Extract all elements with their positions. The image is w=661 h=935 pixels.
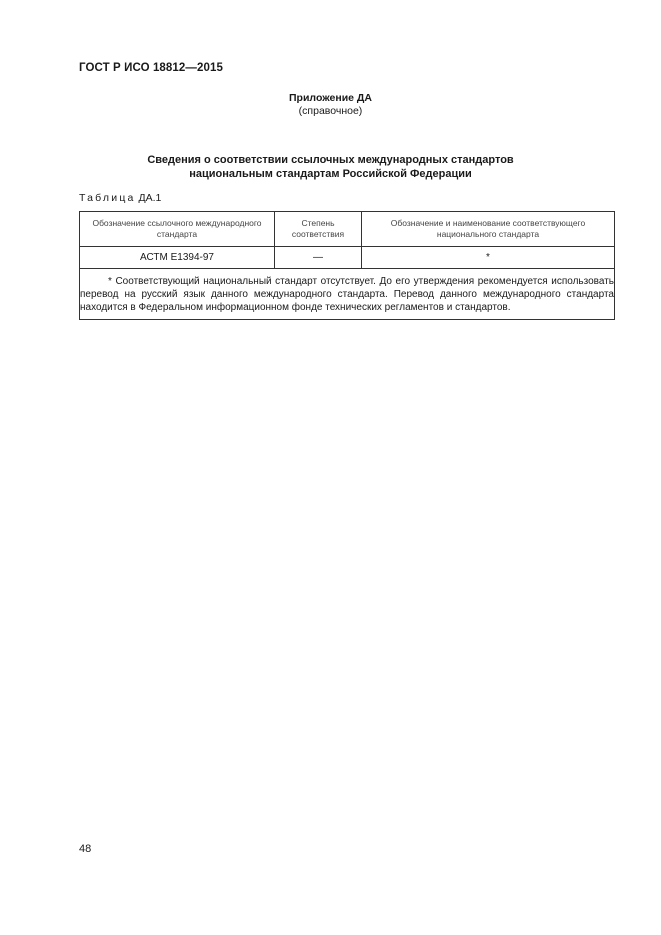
header-national-standard: Обозначение и наименование соответствующего национального стандарта bbox=[362, 212, 615, 247]
table-caption-word: Таблица bbox=[79, 192, 136, 204]
header-degree: Степень соответствия bbox=[275, 212, 362, 247]
cell-national: * bbox=[362, 247, 615, 269]
cell-degree: — bbox=[275, 247, 362, 269]
table-note-cell bbox=[80, 269, 615, 320]
cell-designation: АСТМ Е1394-97 bbox=[80, 247, 275, 269]
table-caption-number: ДА.1 bbox=[138, 192, 162, 204]
appendix-title: Приложение ДА bbox=[289, 92, 372, 104]
header-reference-standard: Обозначение ссылочного международного стандарта bbox=[80, 212, 275, 247]
appendix-type: (справочное) bbox=[298, 105, 363, 117]
correspondence-table bbox=[79, 211, 615, 320]
section-heading bbox=[0, 153, 661, 181]
page-number: 48 bbox=[79, 843, 92, 855]
table-note: * Соответствующий национальный стандарт отсутствует. До его утверждения рекомендуется использовать перевод на русский язык данного международного стандарта. Перевод данного международного стандарта находится в Федеральном информационном фонде технических регламентов и стандартов. bbox=[80, 275, 614, 313]
document-code: ГОСТ Р ИСО 18812—2015 bbox=[79, 62, 224, 74]
section-heading-line-2: национальным стандартам Российской Федерации bbox=[189, 168, 472, 180]
table-header-row bbox=[80, 212, 615, 247]
table-row bbox=[80, 247, 615, 269]
appendix-header bbox=[0, 92, 661, 118]
section-heading-line-1: Сведения о соответствии ссылочных международных стандартов bbox=[147, 154, 514, 166]
table-caption bbox=[79, 192, 161, 204]
table-note-row bbox=[80, 269, 615, 320]
